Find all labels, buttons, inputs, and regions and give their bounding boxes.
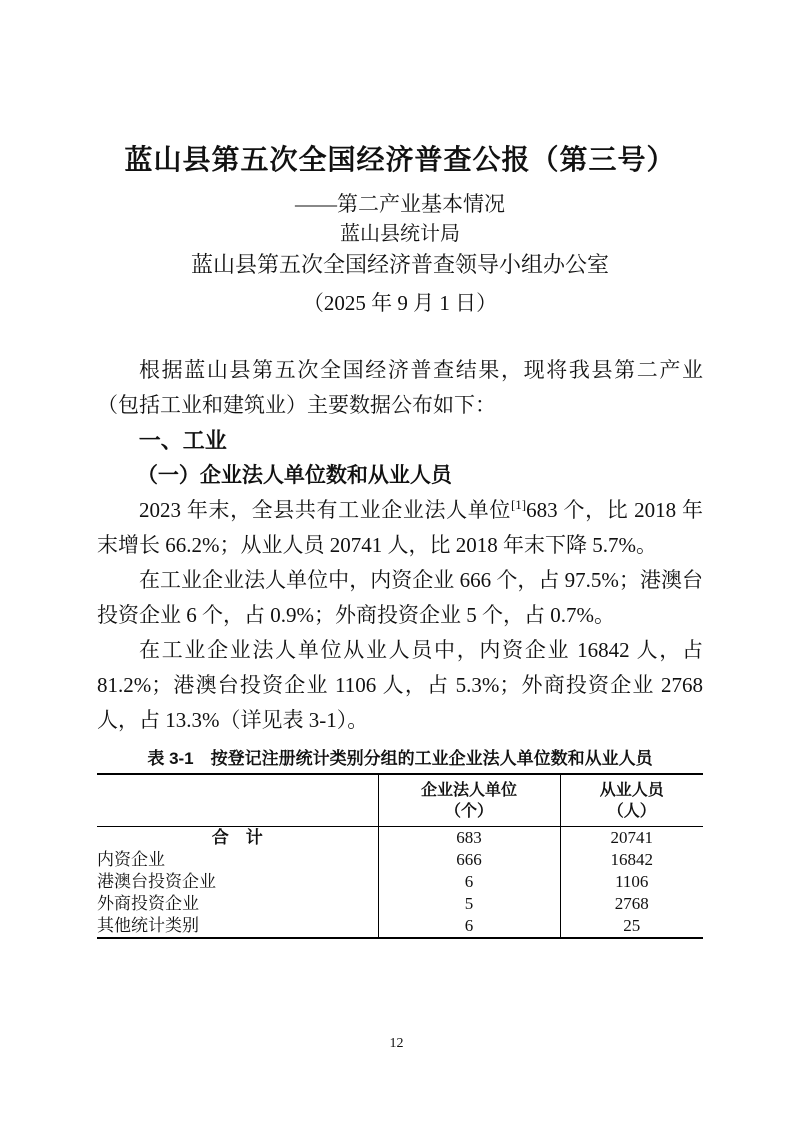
intro-paragraph: 根据蓝山县第五次全国经济普查结果，现将我县第二产业（包括工业和建筑业）主要数据公布如下： [97, 358, 703, 417]
header-legal-units-line1: 企业法人单位 [420, 781, 517, 799]
table-row-other [97, 915, 703, 938]
subsection-heading-legal-units: （一）企业法人单位数和从业人员 [136, 463, 452, 487]
row-label-hmt: 港澳台投资企业 [97, 872, 216, 891]
table-header-row [97, 774, 703, 827]
row-domestic-employees: 16842 [560, 849, 703, 871]
header-employees-line1: 从业人员 [599, 781, 664, 799]
table-row-foreign [97, 893, 703, 915]
document-content [97, 0, 703, 939]
statistics-table [97, 773, 703, 939]
section-heading-industry: 一、工业 [138, 428, 227, 453]
row-label-foreign: 外商投资企业 [97, 894, 199, 913]
publication-date: （2025 年 9 月 1 日） [302, 291, 498, 315]
document-title: 蓝山县第五次全国经济普查公报（第三号） [124, 144, 676, 175]
row-total-units: 683 [378, 827, 560, 850]
row-label-total: 合 计 [211, 828, 263, 847]
row-foreign-units: 5 [378, 893, 560, 915]
header-employees-line2: （人） [607, 802, 656, 820]
header-cell-employees [560, 774, 703, 827]
table-header [97, 774, 703, 827]
header-cell-legal-units [378, 774, 560, 827]
row-hmt-units: 6 [378, 871, 560, 893]
footnote-reference: [1] [510, 497, 527, 512]
row-foreign-employees: 2768 [560, 893, 703, 915]
row-total-employees: 20741 [560, 827, 703, 850]
table-body [97, 827, 703, 939]
paragraph-unit-counts [97, 493, 703, 563]
header-cell-category [97, 774, 378, 827]
row-label-domestic: 内资企业 [97, 850, 165, 869]
document-body [97, 353, 703, 738]
issuing-org-census-leading-group-office: 蓝山县第五次全国经济普查领导小组办公室 [190, 252, 609, 277]
row-domestic-units: 666 [378, 849, 560, 871]
table-row-total [97, 827, 703, 850]
issuing-org-statistics-bureau: 蓝山县统计局 [340, 223, 460, 245]
paragraph-unit-counts-text-after: 683 个，比 2018 年末增长 66.2%；从业人员 20741 人，比 2018 年末下降 5.7%。 [97, 498, 704, 557]
table-row-domestic [97, 849, 703, 871]
row-hmt-employees: 1106 [560, 871, 703, 893]
table-row-hmt [97, 871, 703, 893]
paragraph-employment: 在工业企业法人单位从业人员中，内资企业 16842 人，占 81.2%；港澳台投资企业 1106 人，占 5.3%；外商投资企业 2768 人，占 13.3%（详见表 3-1）。 [97, 638, 703, 732]
row-other-employees: 25 [560, 915, 703, 938]
row-label-other: 其他统计类别 [97, 916, 199, 935]
row-other-units: 6 [378, 915, 560, 938]
paragraph-enterprise-types: 在工业企业法人单位中，内资企业 666 个，占 97.5%；港澳台投资企业 6 个，占 0.9%；外商投资企业 5 个，占 0.7%。 [97, 568, 703, 627]
page-number: 12 [389, 1036, 404, 1051]
paragraph-unit-counts-text-before: 2023 年末，全县共有工业企业法人单位 [139, 498, 511, 522]
document-subtitle: ——第二产业基本情况 [295, 192, 505, 216]
table-caption: 表 3-1 按登记注册统计类别分组的工业企业法人单位数和从业人员 [147, 749, 653, 768]
header-legal-units-line2: （个） [444, 802, 493, 820]
